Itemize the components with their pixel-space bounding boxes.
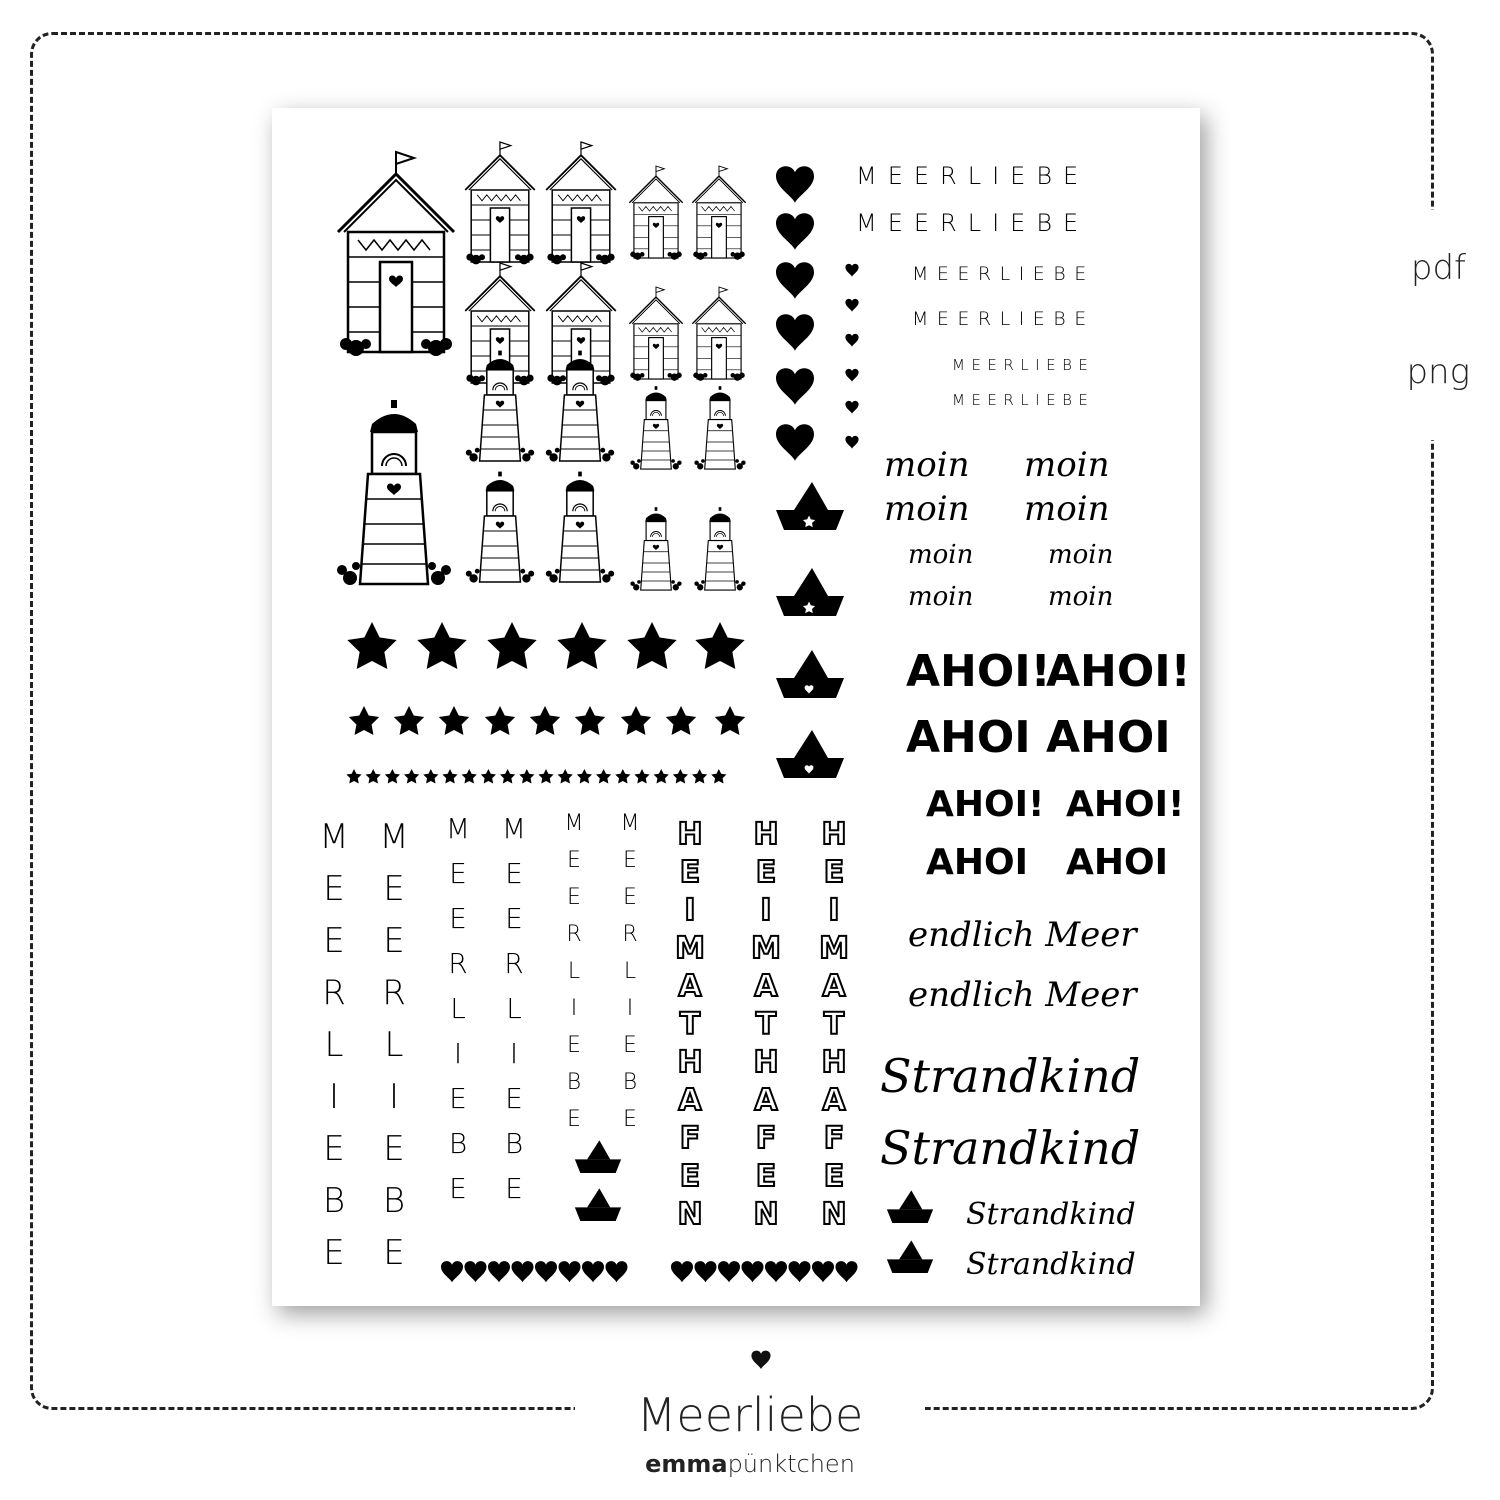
- heart-icon: [535, 1261, 557, 1282]
- heart-icon: [776, 262, 814, 298]
- vertical-letter: E: [449, 857, 467, 890]
- paper-boat-icon: [575, 1140, 621, 1173]
- vertical-letter: H: [753, 1045, 779, 1080]
- heart-icon: [606, 1261, 628, 1282]
- vertical-letter: E: [505, 1172, 523, 1205]
- moin-text: moin: [1024, 489, 1110, 529]
- heart-icon: [695, 1261, 717, 1282]
- vertical-letter: E: [679, 1159, 701, 1194]
- star-icon: [481, 769, 496, 783]
- vertical-letter: E: [505, 1082, 523, 1115]
- strandkind-text: Strandkind: [966, 1247, 1136, 1282]
- paper-boat-icon: [575, 1188, 621, 1221]
- vertical-letter: R: [322, 973, 346, 1013]
- vertical-letter: M: [379, 817, 409, 857]
- moin-text: moin: [1048, 540, 1114, 570]
- star-icon: [417, 622, 466, 669]
- vertical-letter: E: [823, 855, 845, 890]
- star-icon: [621, 706, 651, 735]
- vertical-letter: B: [322, 1181, 346, 1221]
- ahoi-text: AHOI!: [1066, 784, 1185, 825]
- star-icon: [577, 769, 592, 783]
- brand-subtitle: [0, 1450, 1500, 1478]
- star-icon: [673, 769, 688, 783]
- heart-icon: [718, 1261, 740, 1282]
- vertical-letter: A: [754, 969, 778, 1004]
- paper-boat-icon: [887, 1190, 933, 1223]
- brand-sub-bold: emma: [645, 1450, 728, 1478]
- star-icon: [423, 769, 438, 783]
- vertical-letter: L: [506, 992, 522, 1025]
- sticker-sheet-art: [272, 108, 1200, 1306]
- heart-icon: [845, 264, 858, 277]
- heart-icon: [512, 1261, 534, 1282]
- vertical-letter: E: [323, 921, 345, 961]
- vertical-letter: N: [677, 1197, 703, 1232]
- vertical-letter: H: [821, 817, 847, 852]
- ahoi-text: AHOI: [906, 712, 1031, 763]
- vertical-letter: A: [678, 1083, 702, 1118]
- vertical-letter: E: [383, 869, 405, 909]
- star-icon: [346, 769, 361, 783]
- vertical-letter: M: [445, 812, 471, 845]
- star-icon: [394, 706, 424, 735]
- meerliebe-row: MEERLIEBE: [912, 263, 1095, 285]
- vertical-letter: E: [383, 1233, 405, 1273]
- vertical-letter: N: [821, 1197, 847, 1232]
- ahoi-text: AHOI!: [1046, 646, 1191, 697]
- star-icon: [615, 769, 630, 783]
- strandkind-text: Strandkind: [880, 1049, 1141, 1103]
- star-icon: [349, 706, 379, 735]
- moin-text: moin: [908, 540, 974, 570]
- vertical-letter: E: [505, 857, 523, 890]
- heart-icon: [845, 369, 858, 382]
- moin-text: moin: [1048, 582, 1114, 612]
- vertical-letter: E: [383, 1129, 405, 1169]
- ahoi-text: AHOI!: [926, 784, 1045, 825]
- strandkind-text: Strandkind: [880, 1121, 1141, 1175]
- vertical-letter: R: [504, 947, 524, 980]
- lighthouse-icon: [694, 507, 745, 590]
- vertical-letter: B: [504, 1127, 524, 1160]
- paper-boat-icon: [887, 1240, 933, 1273]
- moin-text: moin: [908, 582, 974, 612]
- star-icon: [711, 769, 726, 783]
- star-icon: [558, 769, 573, 783]
- vertical-letter: E: [449, 1172, 467, 1205]
- meerliebe-row: MEERLIEBE: [912, 308, 1095, 330]
- star-icon: [715, 706, 745, 735]
- heart-icon: [776, 314, 814, 350]
- vertical-letter: M: [675, 931, 705, 966]
- star-icon: [654, 769, 669, 783]
- star-icon: [575, 706, 605, 735]
- vertical-letter: M: [501, 812, 527, 845]
- vertical-letter: I: [626, 996, 634, 1021]
- ahoi-text: AHOI!: [906, 646, 1051, 697]
- vertical-letter: E: [449, 902, 467, 935]
- heart-icon: [845, 299, 858, 312]
- vertical-letter: A: [822, 1083, 846, 1118]
- lighthouse-icon: [466, 472, 534, 583]
- vertical-letter: H: [753, 817, 779, 852]
- vertical-letter: M: [620, 811, 640, 836]
- star-icon: [538, 769, 553, 783]
- heart-icon: [776, 166, 814, 202]
- vertical-letter: N: [753, 1197, 779, 1232]
- star-icon: [439, 706, 469, 735]
- star-icon: [666, 706, 696, 735]
- vertical-letter: M: [564, 811, 584, 836]
- vertical-letter: I: [328, 1077, 340, 1117]
- meerliebe-row: MEERLIEBE: [856, 209, 1090, 237]
- star-icon: [385, 769, 400, 783]
- vertical-letter: M: [819, 931, 849, 966]
- star-icon: [404, 769, 419, 783]
- vertical-letter: E: [623, 848, 637, 873]
- vertical-letter: I: [453, 1037, 463, 1070]
- star-icon: [462, 769, 477, 783]
- beach-hut-icon: [629, 166, 682, 260]
- star-icon: [695, 622, 744, 669]
- vertical-letter: E: [623, 1033, 637, 1058]
- vertical-letter: L: [623, 959, 637, 984]
- star-icon: [519, 769, 534, 783]
- heart-icon: [845, 334, 858, 347]
- lighthouse-icon: [546, 472, 614, 583]
- vertical-letter: B: [382, 1181, 406, 1221]
- lighthouse-icon: [694, 386, 745, 469]
- vertical-letter: R: [566, 922, 582, 947]
- beach-hut-icon: [546, 142, 616, 264]
- vertical-letter: T: [755, 1007, 777, 1042]
- vertical-letter: E: [323, 869, 345, 909]
- heart-icon: [789, 1261, 811, 1282]
- vertical-letter: M: [319, 817, 349, 857]
- vertical-letter: E: [755, 855, 777, 890]
- vertical-letter: F: [755, 1121, 777, 1156]
- vertical-letter: E: [383, 921, 405, 961]
- vertical-letter: L: [567, 959, 581, 984]
- format-label-png: png: [1406, 352, 1470, 392]
- vertical-letter: H: [677, 817, 703, 852]
- vertical-letter: M: [751, 931, 781, 966]
- endlich-meer-text: endlich Meer: [908, 975, 1137, 1015]
- brand-sub-light: pünktchen: [727, 1450, 855, 1478]
- vertical-letter: I: [388, 1077, 400, 1117]
- heart-icon: [845, 436, 858, 449]
- vertical-letter: I: [760, 893, 772, 928]
- vertical-letter: E: [623, 885, 637, 910]
- vertical-letter: L: [384, 1025, 404, 1065]
- vertical-letter: E: [323, 1129, 345, 1169]
- ahoi-text: AHOI: [926, 842, 1028, 883]
- vertical-letter: F: [679, 1121, 701, 1156]
- sticker-sheet: [272, 108, 1200, 1306]
- vertical-letter: R: [382, 973, 406, 1013]
- heart-icon: [765, 1261, 787, 1282]
- beach-hut-icon: [465, 142, 535, 264]
- vertical-letter: I: [828, 893, 840, 928]
- vertical-letter: T: [679, 1007, 701, 1042]
- star-icon: [500, 769, 515, 783]
- heart-icon: [812, 1261, 834, 1282]
- star-icon: [596, 769, 611, 783]
- endlich-meer-text: endlich Meer: [908, 915, 1137, 955]
- vertical-letter: T: [823, 1007, 845, 1042]
- vertical-letter: I: [509, 1037, 519, 1070]
- heart-icon: [749, 1348, 773, 1370]
- star-icon: [530, 706, 560, 735]
- vertical-letter: B: [448, 1127, 468, 1160]
- lighthouse-icon: [337, 400, 451, 585]
- vertical-letter: E: [567, 1107, 581, 1132]
- meerliebe-row: MEERLIEBE: [952, 356, 1095, 374]
- heart-icon: [488, 1261, 510, 1282]
- star-icon: [487, 622, 536, 669]
- heart-strip: [441, 1261, 628, 1282]
- frame-gap-right: [1420, 210, 1450, 440]
- format-label-pdf: pdf: [1410, 248, 1466, 288]
- lighthouse-icon: [630, 386, 681, 469]
- star-icon: [347, 622, 396, 669]
- moin-text: moin: [884, 445, 970, 485]
- star-icon: [485, 706, 515, 735]
- vertical-letter: E: [823, 1159, 845, 1194]
- heart-icon: [441, 1261, 463, 1282]
- heart-icon: [776, 213, 814, 249]
- vertical-letter: E: [323, 1233, 345, 1273]
- heart-icon: [559, 1261, 581, 1282]
- vertical-letter: L: [450, 992, 466, 1025]
- beach-hut-icon: [629, 287, 682, 381]
- heart-icon: [776, 368, 814, 404]
- star-icon: [634, 769, 649, 783]
- vertical-letter: R: [622, 922, 638, 947]
- meerliebe-row: MEERLIEBE: [952, 391, 1095, 409]
- vertical-letter: A: [754, 1083, 778, 1118]
- heart-icon: [582, 1261, 604, 1282]
- vertical-letter: I: [684, 893, 696, 928]
- ahoi-text: AHOI: [1066, 842, 1168, 883]
- beach-hut-icon: [692, 166, 745, 260]
- moin-text: moin: [884, 489, 970, 529]
- brand-title: Meerliebe: [636, 1388, 864, 1442]
- vertical-letter: A: [822, 969, 846, 1004]
- heart-icon: [836, 1261, 858, 1282]
- vertical-letter: A: [678, 969, 702, 1004]
- heart-column: [776, 166, 859, 460]
- vertical-letter: F: [823, 1121, 845, 1156]
- lighthouse-icon: [630, 507, 681, 590]
- heart-icon: [845, 401, 858, 414]
- vertical-letter: E: [567, 848, 581, 873]
- vertical-letter: E: [623, 1107, 637, 1132]
- vertical-letter: E: [567, 885, 581, 910]
- vertical-letter: H: [677, 1045, 703, 1080]
- vertical-letter: E: [449, 1082, 467, 1115]
- heart-strip: [671, 1261, 858, 1282]
- star-row-small: [346, 769, 726, 783]
- star-row-medium: [349, 706, 745, 735]
- star-icon: [557, 622, 606, 669]
- heart-icon: [776, 424, 814, 460]
- vertical-letter: B: [566, 1070, 582, 1095]
- vertical-letter: E: [505, 902, 523, 935]
- vertical-letter: B: [622, 1070, 638, 1095]
- ahoi-text: AHOI: [1046, 712, 1171, 763]
- vertical-letter: H: [821, 1045, 847, 1080]
- strandkind-text: Strandkind: [966, 1197, 1136, 1232]
- meerliebe-row: MEERLIEBE: [856, 162, 1090, 190]
- star-row-large: [347, 622, 744, 669]
- heart-icon: [465, 1261, 487, 1282]
- beach-hut-icon: [692, 287, 745, 381]
- vertical-letter: I: [570, 996, 578, 1021]
- star-icon: [692, 769, 707, 783]
- moin-text: moin: [1024, 445, 1110, 485]
- star-icon: [627, 622, 676, 669]
- heart-icon: [742, 1261, 764, 1282]
- vertical-letter: E: [679, 855, 701, 890]
- vertical-letter: E: [755, 1159, 777, 1194]
- beach-hut-icon: [338, 152, 454, 356]
- vertical-letter: R: [448, 947, 468, 980]
- vertical-letter: L: [324, 1025, 344, 1065]
- vertical-words: [319, 811, 849, 1273]
- vertical-letter: E: [567, 1033, 581, 1058]
- star-icon: [366, 769, 381, 783]
- star-icon: [442, 769, 457, 783]
- heart-icon: [671, 1261, 693, 1282]
